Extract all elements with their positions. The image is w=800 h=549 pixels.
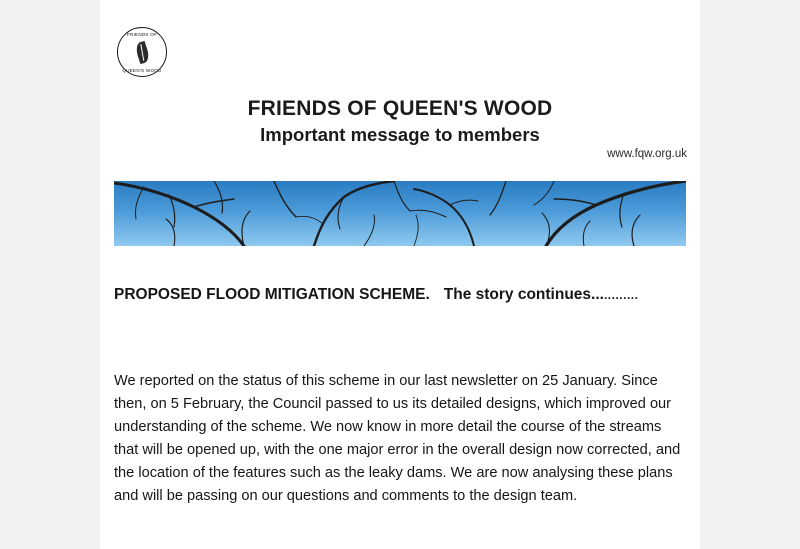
article-heading-secondary: The story continues... <box>443 286 604 303</box>
newsletter-sheet <box>100 0 700 549</box>
logo-ring-bottom-text: QUEEN'S WOOD <box>122 67 162 73</box>
logo-ring-top-text: FRIENDS OF <box>126 31 158 37</box>
page-subtitle: Important message to members <box>260 124 540 145</box>
newsletter-body <box>100 246 700 549</box>
banner-branches-graphic <box>114 181 686 246</box>
organisation-logo <box>113 23 171 81</box>
article-heading <box>114 283 654 307</box>
article-heading-ellipsis: ......... <box>603 288 639 302</box>
article-paragraph: We reported on the status of this scheme in our last newsletter on 25 January. Since then, on 5 February, the Council passed to us its detailed designs, which improved our understanding of the scheme. We now know in more detail the course of the streams that will be opened up, with the one major error in the overall design now corrected, and the location of the features such as the leaky dams. We are now analysing these plans and will be passing on our questions and comments to the design team. <box>114 373 681 504</box>
logo-circle <box>117 27 167 77</box>
website-url: www.fqw.org.uk <box>607 148 687 160</box>
page-title: FRIENDS OF QUEEN'S WOOD <box>247 97 553 120</box>
banner-photo <box>114 181 686 246</box>
article-heading-main: PROPOSED FLOOD MITIGATION SCHEME. <box>114 286 430 303</box>
